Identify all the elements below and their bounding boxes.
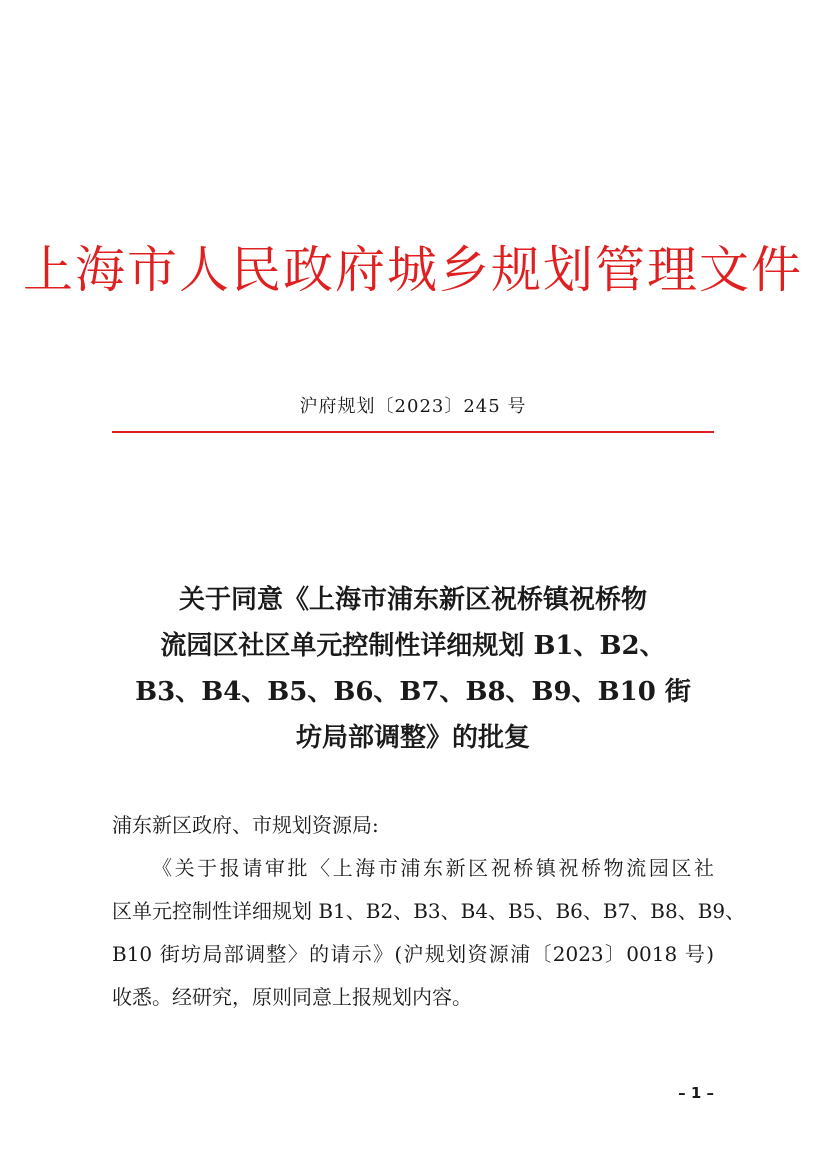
title-line: B3、B4、B5、B6、B7、B8、B9、B10 街 <box>135 677 691 707</box>
title-line: 坊局部调整》的批复 <box>295 723 530 753</box>
document-title <box>112 577 714 761</box>
title-line: 关于同意《上海市浦东新区祝桥镇祝桥物 <box>178 585 647 615</box>
document-body <box>112 804 746 1019</box>
red-separator-line <box>112 431 714 433</box>
salutation: 浦东新区政府、市规划资源局: <box>112 813 379 837</box>
body-line: B10 街坊局部调整〉的请示》(沪规划资源浦〔2023〕0018 号) <box>112 942 714 966</box>
body-line: 区单元控制性详细规划 B1、B2、B3、B4、B5、B6、B7、B8、B9、 <box>112 899 746 923</box>
document-number: 沪府规划〔2023〕245 号 <box>299 396 527 417</box>
title-line: 流园区社区单元控制性详细规划 B1、B2、 <box>160 631 666 661</box>
page-number: – 1 – <box>678 1084 714 1102</box>
body-line: 收悉。经研究，原则同意上报规划内容。 <box>112 985 472 1009</box>
issuing-authority-header: 上海市人民政府城乡规划管理文件 <box>23 241 803 299</box>
body-line: 《关于报请审批〈上海市浦东新区祝桥镇祝桥物流园区社 <box>152 856 714 880</box>
